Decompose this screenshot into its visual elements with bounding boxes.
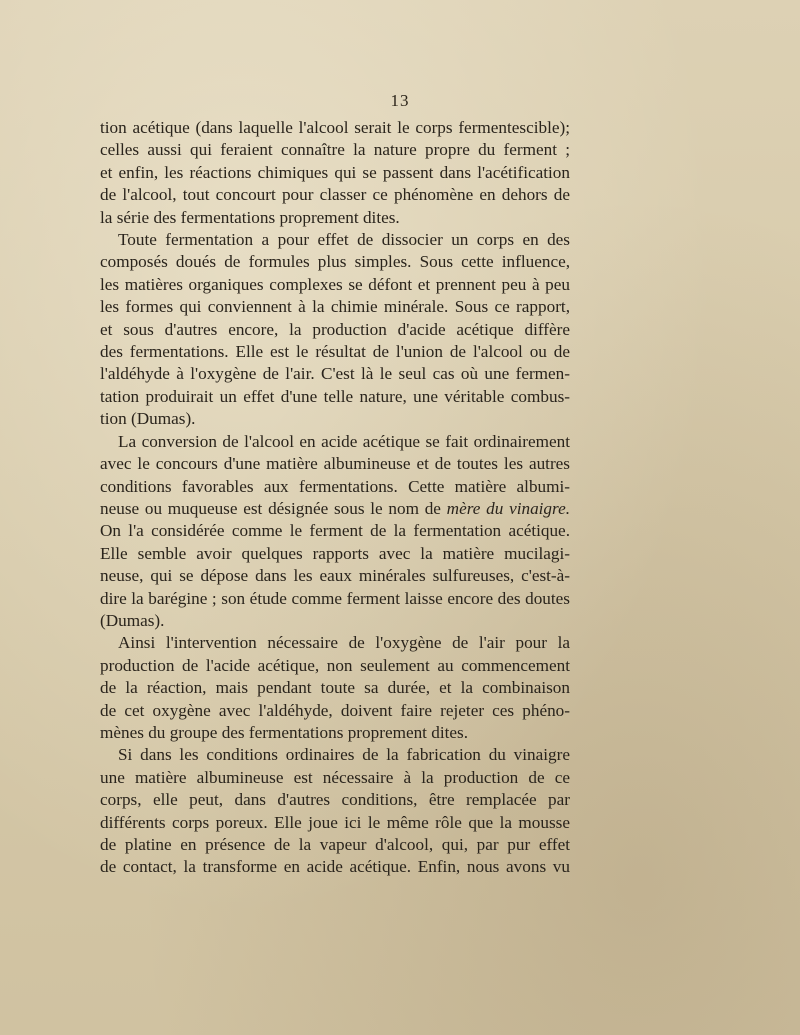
text-line: les matières organiques complexes se défont et prennent peu à peu [100,274,570,294]
text-line: la série des fermentations proprement dites. [100,207,400,227]
text-line: de contact, la transforme en acide acétique. Enfin, nous avons vu [100,857,570,877]
text-line: de la réaction, mais pendant toute sa durée, et la combinaison [100,678,570,698]
text-line: et sous d'autres encore, la production d'acide acétique diffère [100,319,570,339]
text-line: tion (Dumas). [100,409,196,429]
text-line: La conversion de l'alcool en acide acétique se fait ordinairement [118,431,570,451]
text-line: corps, elle peut, dans d'autres conditions, être remplacée par [100,790,570,810]
text-line: tation produirait un effet d'une telle nature, une véritable combus- [100,386,570,406]
text-line: (Dumas). [100,610,165,630]
text-line: On l'a considérée comme le ferment de la fermentation acétique. [100,521,570,541]
text-line-with-emphasis [100,498,570,520]
text-line: celles aussi qui feraient connaître la nature propre du ferment ; [100,140,570,160]
text-line: de cet oxygène avec l'aldéhyde, doivent faire rejeter ces phéno- [100,700,570,720]
emphasis-text: mère du vinaigre. [446,498,571,518]
text-line: différents corps poreux. Elle joue ici le même rôle que la mousse [100,812,570,832]
text-line: composés doués de formules plus simples. Sous cette influence, [100,252,570,272]
body-text [100,117,570,879]
paragraph-1 [100,117,570,229]
paragraph-2 [100,229,570,431]
text-line: Ainsi l'intervention nécessaire de l'oxygène de l'air pour la [118,633,570,653]
text-line: Toute fermentation a pour effet de dissocier un corps en des [118,230,570,250]
text-line: une matière albumineuse est nécessaire à la production de ce [100,767,570,787]
text-line: conditions favorables aux fermentations. Cette matière albumi- [100,476,570,496]
paragraph-3 [100,431,570,633]
text-line: l'aldéhyde à l'oxygène de l'air. C'est là le seul cas où une fermen- [100,364,570,384]
paragraph-4 [100,632,570,744]
text-line: Elle semble avoir quelques rapports avec la matière mucilagi- [100,543,570,563]
text-line: des fermentations. Elle est le résultat de l'union de l'alcool ou de [100,342,570,362]
text-line: Si dans les conditions ordinaires de la fabrication du vinaigre [118,745,570,765]
text-line: de platine en présence de la vapeur d'alcool, qui, par pur effet [100,835,570,854]
text-line: mènes du groupe des fermentations proprement dites. [100,722,468,742]
text-line: dire la barégine ; son étude comme ferment laisse encore des doutes [100,588,570,608]
text-line: production de l'acide acétique, non seulement au commencement [100,655,570,675]
text-line: avec le concours d'une matière albumineuse et de toutes les autres [100,454,570,474]
text-line: et enfin, les réactions chimiques qui se passent dans l'acétification [100,162,570,182]
paragraph-5 [100,744,570,878]
text-line: neuse, qui se dépose dans les eaux minérales sulfureuses, c'est-à- [100,566,570,586]
page-number: 13 [390,91,410,110]
text-line: de l'alcool, tout concourt pour classer ce phénomène en dehors de [100,185,570,205]
text-line: tion acétique (dans laquelle l'alcool serait le corps fermentescible); [100,118,570,137]
text-segment: neuse ou muqueuse est désignée sous le nom de [100,498,447,518]
text-line: les formes qui conviennent à la chimie minérale. Sous ce rapport, [100,297,570,317]
